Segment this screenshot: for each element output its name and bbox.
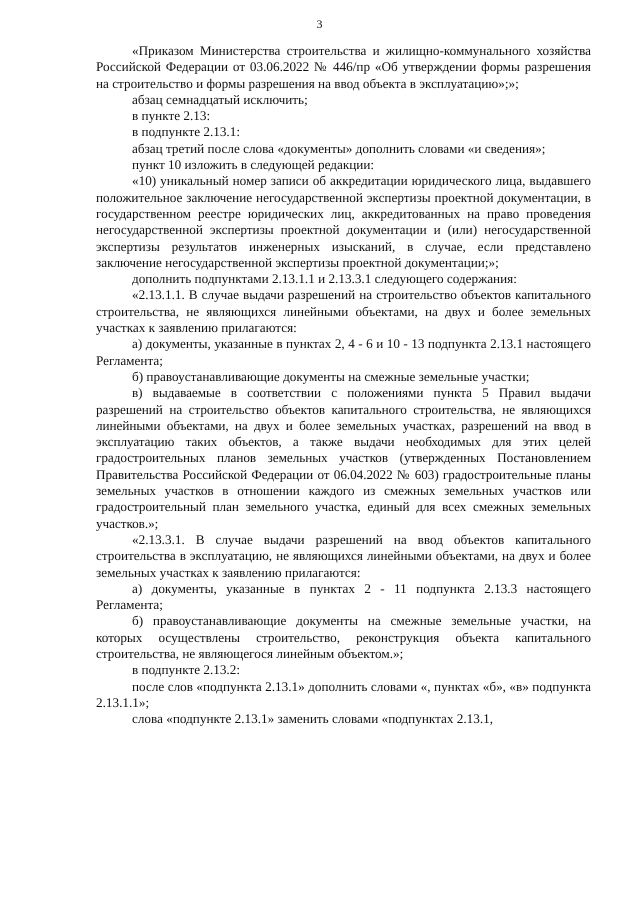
paragraph-2-13-1-1: «2.13.1.1. В случае выдачи разрешений на строительство объектов капитального строительства, не являющихся линейными объектами, на двух и более земельных участках к заявлению прилагаются: xyxy=(96,287,591,336)
paragraph-2-13-1-1-a: а) документы, указанные в пунктах 2, 4 - 6 и 10 - 13 подпункта 2.13.1 настоящего Регламента; xyxy=(96,336,591,368)
paragraph-2-13-1-1-v: в) выдаваемые в соответствии с положениями пункта 5 Правил выдачи разрешений на строительство объектов капитального строительства, не являющихся линейными объектами, на двух и более земельных участках, разрешений на ввод в эксплуатацию таких объектов, а также выдачи необходимых для этих целей градостроительных планов земельных участков (утвержденных Постановлением Правительства Российской Федерации от 06.04.2022 № 603) градостроительные планы земельных участков в отношении каждого из смежных земельных участков или градостроительный план земельного участка, единый для всех смежных земельных участков.»; xyxy=(96,385,591,531)
paragraph-2-13-1-1-b: б) правоустанавливающие документы на смежные земельные участки; xyxy=(132,368,530,384)
paragraph-third-abzac: абзац третий после слова «документы» дополнить словами «и сведения»; xyxy=(132,140,546,156)
paragraph-exclude-17: абзац семнадцатый исключить; xyxy=(132,91,308,107)
paragraph-2-13-3-1-b: б) правоустанавливающие документы на смежные земельные участки, на которых осуществлены строительство, реконструкция объекта капитального строительства, не являющегося линейным объектом.»; xyxy=(96,613,591,661)
page-number: 3 xyxy=(316,17,323,31)
paragraph-2-13-3-1: «2.13.3.1. В случае выдачи разрешений на ввод объектов капитального строительства в эксплуатацию, не являющихся линейными объектами, на двух и более земельных участках к заявлению прилагаются: xyxy=(96,531,591,580)
paragraph-item-10-text: «10) уникальный номер записи об аккредитации юридического лица, выдавшего положительное заключение негосударственной экспертизы проектной документации, в государственном реестре юридических лиц, аккредитованных на право проведения негосударственной экспертизы проектной документации и (или) негосударственной экспертизы результатов инженерных изысканий, в случае, если представлено заключение негосударственной экспертизы проектной документации;»; xyxy=(96,173,591,270)
paragraph-order-reference: «Приказом Министерства строительства и жилищно-коммунального хозяйства Российской Федерации от 03.06.2022 № 446/пр «Об утверждении формы разрешения на строительство и формы разрешения на ввод объекта в эксплуатацию»;»; xyxy=(96,43,591,91)
paragraph-clause-2-13: в пункте 2.13: xyxy=(132,108,211,124)
paragraph-subclause-2-13-1: в подпункте 2.13.1: xyxy=(132,124,240,140)
document-body xyxy=(96,43,591,727)
paragraph-add-subclauses: дополнить подпунктами 2.13.1.1 и 2.13.3.1 следующего содержания: xyxy=(132,271,517,287)
paragraph-item-10-intro: пункт 10 изложить в следующей редакции: xyxy=(132,157,375,173)
paragraph-replace-words: слова «подпункте 2.13.1» заменить словами «подпунктах 2.13.1, xyxy=(132,711,494,727)
paragraph-subclause-2-13-2: в подпункте 2.13.2: xyxy=(132,662,240,678)
paragraph-2-13-3-1-a: а) документы, указанные в пунктах 2 - 11 подпункта 2.13.3 настоящего Регламента; xyxy=(96,580,591,613)
paragraph-after-words: после слов «подпункта 2.13.1» дополнить словами «, пунктах «б», «в» подпункта 2.13.1.1»; xyxy=(96,678,591,710)
